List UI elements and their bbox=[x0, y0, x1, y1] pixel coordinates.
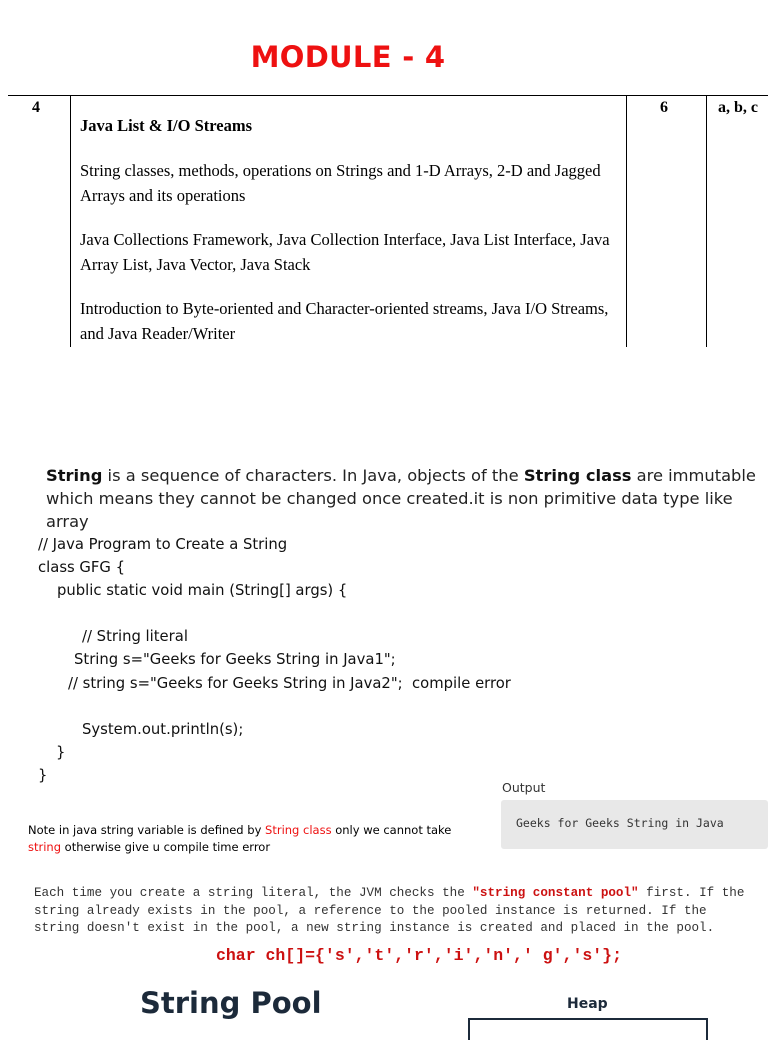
unit-topic: Introduction to Byte-oriented and Character-oriented streams, Java I/O Streams, and Java Reader/Writer bbox=[80, 299, 609, 343]
explanation-part: Each time you create a string literal, the JVM checks the bbox=[34, 886, 473, 900]
heap-label: Heap bbox=[567, 996, 608, 1012]
unit-heading: Java List & I/O Streams bbox=[80, 116, 253, 135]
output-text: Geeks for Geeks String in Java bbox=[516, 816, 724, 830]
string-pool-explanation bbox=[34, 885, 754, 938]
char-array-code: char ch[]={'s','t','r','i','n',' g','s'}; bbox=[216, 946, 622, 965]
heap-box bbox=[468, 1018, 708, 1040]
code-line: // string s="Geeks for Geeks String in Java2"; compile error bbox=[68, 675, 511, 692]
code-line: System.out.println(s); bbox=[82, 721, 244, 738]
code-line: // String literal bbox=[82, 628, 188, 645]
code-line: } bbox=[38, 767, 48, 784]
note-part: otherwise give u compile time error bbox=[61, 840, 271, 854]
string-class-term: String class bbox=[523, 466, 632, 485]
definition-text: are immutable which means they cannot be changed once created.it is non primitive data type like array bbox=[46, 466, 756, 531]
string-term: String bbox=[46, 466, 103, 485]
unit-hours: 6 bbox=[660, 99, 668, 116]
note-highlight: string bbox=[28, 840, 62, 854]
code-line: public static void main (String[] args) { bbox=[57, 582, 348, 599]
table-column-divider bbox=[706, 95, 707, 347]
table-column-divider bbox=[70, 95, 71, 347]
unit-topic: Java Collections Framework, Java Collection Interface, Java List Interface, Java Array List, Java Vector, Java Stack bbox=[80, 230, 610, 274]
code-line: class GFG { bbox=[38, 559, 125, 576]
string-pool-title: String Pool bbox=[140, 986, 322, 1020]
table-column-divider bbox=[626, 95, 627, 347]
syllabus-table bbox=[8, 95, 768, 347]
code-line: } bbox=[56, 744, 66, 761]
note-part: Note in java string variable is defined by bbox=[28, 823, 266, 837]
module-title: MODULE - 4 bbox=[250, 40, 446, 74]
code-line: // Java Program to Create a String bbox=[38, 536, 288, 553]
table-top-border bbox=[8, 95, 768, 96]
note-part: only we cannot take bbox=[331, 823, 452, 837]
unit-topic: String classes, methods, operations on Strings and 1-D Arrays, 2-D and Jagged Arrays and its operations bbox=[80, 161, 601, 205]
output-label: Output bbox=[502, 780, 546, 795]
explanation-highlight: "string constant pool" bbox=[472, 886, 639, 900]
note-highlight: String class bbox=[265, 823, 332, 837]
explanation-part: first. If the string already exists in the pool, a reference to the pooled instance is returned. If the string doesn't exist in the pool, a new string instance is created and placed in the pool. bbox=[34, 886, 745, 935]
unit-number: 4 bbox=[32, 99, 40, 116]
note-text bbox=[28, 822, 498, 856]
code-line: String s="Geeks for Geeks String in Java1"; bbox=[74, 651, 396, 668]
unit-outcomes: a, b, c bbox=[718, 99, 758, 116]
string-definition bbox=[46, 464, 756, 533]
definition-text: is a sequence of characters. In Java, objects of the bbox=[102, 466, 524, 485]
